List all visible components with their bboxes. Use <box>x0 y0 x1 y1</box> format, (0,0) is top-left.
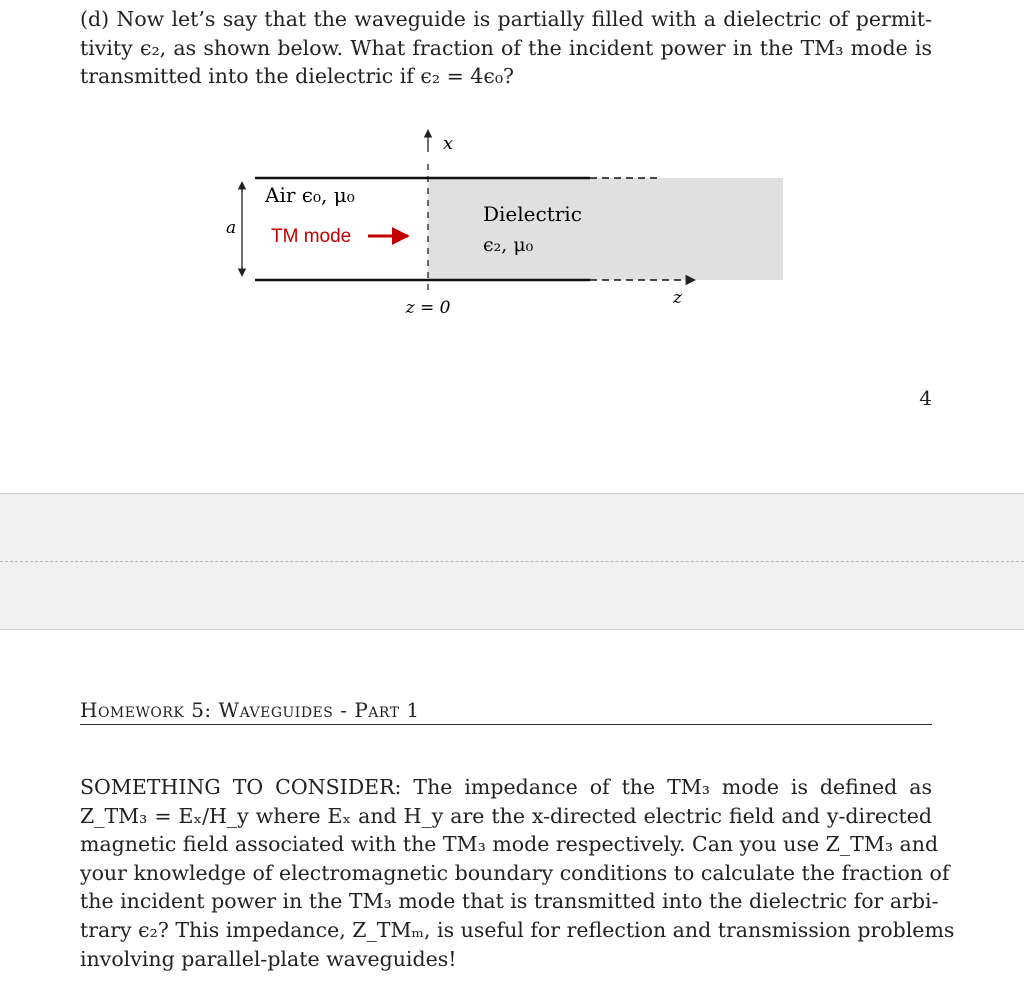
consider-line: magnetic field associated with the TM₃ mode respectively. Can you use Z_TM₃ and <box>80 832 939 857</box>
consider-line: trary ϵ₂? This impedance, Z_TMₘ, is useful for reflection and transmission problems <box>80 917 955 942</box>
consider-line: Z_TM₃ = Eₓ/H_y where Eₓ and H_y are the x-directed electric field and y-directed <box>80 803 932 828</box>
tm-mode-label: TM mode <box>271 226 352 247</box>
z0-label: z = 0 <box>405 298 451 318</box>
z-axis-label: z <box>673 288 682 308</box>
question-line: tivity ϵ₂, as shown below. What fraction of the incident power in the TM₃ mode is <box>80 35 932 60</box>
air-label: Air ϵ₀, μ₀ <box>265 183 355 207</box>
height-label: a <box>226 218 237 238</box>
page-break-band <box>0 493 1024 630</box>
waveguide-figure <box>0 0 1024 340</box>
page-header: Homework 5: Waveguides - Part 1 <box>80 698 932 725</box>
question-line: (d) Now let’s say that the waveguide is partially filled with a dielectric of permit- <box>80 7 932 31</box>
dielectric-region <box>428 178 783 280</box>
page-break-divider <box>0 561 1024 562</box>
consider-line: the incident power in the TM₃ mode that is transmitted into the dielectric for arbi- <box>80 889 939 914</box>
consider-line: involving parallel-plate waveguides! <box>80 946 457 971</box>
page-number: 4 <box>919 386 932 410</box>
consider-line: your knowledge of electromagnetic boundary conditions to calculate the fraction of <box>80 860 950 885</box>
dielectric-params-label: ϵ₂, μ₀ <box>483 234 534 256</box>
x-axis-label: x <box>443 133 454 154</box>
consider-line: SOMETHING TO CONSIDER: The impedance of the TM₃ mode is defined as <box>80 775 932 799</box>
consider-paragraph <box>80 773 955 973</box>
question-line: transmitted into the dielectric if ϵ₂ = 4ϵ₀? <box>80 64 515 89</box>
dielectric-label: Dielectric <box>483 202 582 226</box>
